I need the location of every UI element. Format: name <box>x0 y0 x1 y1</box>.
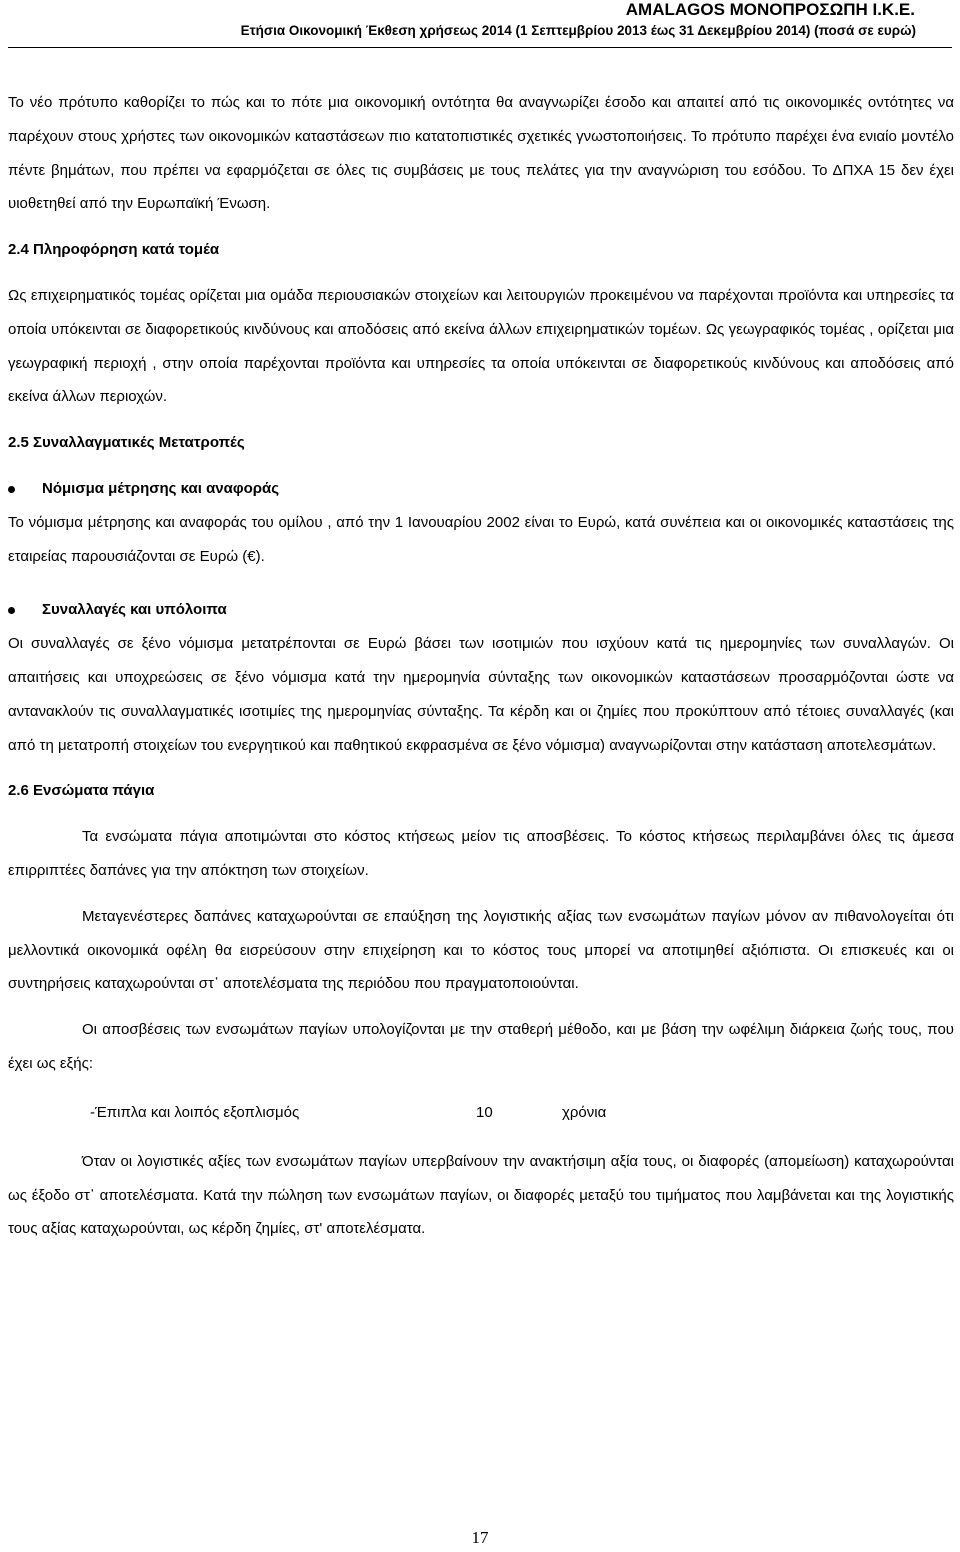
company-name: AMALAGOS ΜΟΝΟΠΡΟΣΩΠΗ Ι.Κ.Ε. <box>625 0 915 19</box>
fixed-assets-paragraph-4: Όταν οι λογιστικές αξίες των ενσωμάτων παγίων υπερβαίνουν την ανακτήσιμη αξία τους, οι διαφορές (απομείωση) καταχωρούνται ως έξοδο στ᾽ αποτελέσματα. Κατά την πώληση των ενσωμάτων παγίων, οι διαφορές μεταξύ του τιμήματος που λαμβάνεται και της λογιστικής τους αξίας καταχωρούνται, ως κέρδη ζημίες, στ' αποτελέσματα. <box>8 1152 954 1238</box>
bullet-icon <box>8 486 15 493</box>
depreciation-years: 10 <box>476 1103 493 1121</box>
fixed-assets-paragraph-1: Τα ενσώματα πάγια αποτιμώνται στο κόστος κτήσεως μείον τις αποσβέσεις. Το κόστος κτήσεως περιλαμβάνει όλες τις άμεσα επιρριπτέες δαπάνες για την απόκτηση των στοιχείων. <box>8 828 954 879</box>
segment-paragraph: Ως επιχειρηματικός τομέας ορίζεται μια ομάδα περιουσιακών στοιχείων και λειτουργιών προκειμένου να παρέχονται προϊόντα και υπηρεσίες τα οποία υπόκεινται σε διαφορετικούς κινδύνους και αποδόσεις από εκείνα άλλων επιχειρηματικών τομέων. Ως γεωγραφικός τομέας , ορίζεται μια γεωγραφική περιοχή , στην οποία παρέχονται προϊόντα και υπηρεσίες τα οποία υπόκεινται σε διαφορετικούς κινδύνους και αποδόσεις από εκείνα άλλων περιοχών. <box>8 286 954 406</box>
transactions-paragraph: Οι συναλλαγές σε ξένο νόμισμα μετατρέπονται σε Ευρώ βάσει των ισοτιμιών που ισχύουν κατά τις ημερομηνίες των συναλλαγών. Οι απαιτήσεις και υποχρεώσεις σε ξένο νόμισμα κατά την ημερομηνία σύνταξης των οικονομικών καταστάσεων προσαρμόζονται ώστε να αντανακλούν τις συναλλαγματικές ισοτιμίες της ημερομηνίας σύνταξης. Τα κέρδη και οι ζημίες που προκύπτουν από τέτοιες συναλλαγές (και από τη μετατροπή στοιχείων του ενεργητικού και παθητικού εκφρασμένα σε ξένο νόμισμα) αναγνωρίζονται στην κατάσταση αποτελεσμάτων. <box>8 635 954 754</box>
report-subtitle: Ετήσια Οικονομική Έκθεση χρήσεως 2014 (1 Σεπτεμβρίου 2013 έως 31 Δεκεμβρίου 2014) (ποσά σε ευρώ) <box>240 23 916 38</box>
currency-subheading <box>8 472 954 506</box>
transactions-subheading-text: Συναλλαγές και υπόλοιπα <box>42 601 227 619</box>
bullet-icon <box>8 607 15 614</box>
depreciation-row <box>8 1093 954 1133</box>
transactions-subheading <box>8 593 954 627</box>
depreciation-asset-label: -Έπιπλα και λοιπός εξοπλισμός <box>90 1103 300 1121</box>
depreciation-unit: χρόνια <box>562 1103 607 1121</box>
fixed-assets-paragraph-2: Μεταγενέστερες δαπάνες καταχωρούνται σε επαύξηση της λογιστικής αξίας των ενσωμάτων παγίων μόνον αν πιθανολογείται ότι μελλοντικά οικονομικά οφέλη θα εισρεύσουν στην επιχείρηση και το κόστος τους μπορεί να αποτιμηθεί αξιόπιστα. Οι επισκευές και οι συντηρήσεις καταχωρούνται στ᾽ αποτελέσματα της περιόδου που πραγματοποιούνται. <box>8 907 954 993</box>
intro-paragraph: Το νέο πρότυπο καθορίζει το πώς και το πότε μια οικονομική οντότητα θα αναγνωρίζει έσοδο και απαιτεί από τις οικονομικές οντότητες να παρέχουν στους χρήστες των οικονομικών καταστάσεων πιο κατατοπιστικές σχετικές γνωστοποιήσεις. Το πρότυπο παρέχει ένα ενιαίο μοντέλο πέντε βημάτων, που πρέπει να εφαρμόζεται σε όλες τις συμβάσεις με τους πελάτες για την αναγνώριση του εσόδου. Το ΔΠΧΑ 15 δεν έχει υιοθετηθεί από την Ευρωπαϊκή Ένωση. <box>8 94 954 213</box>
section-heading-2-5: 2.5 Συναλλαγματικές Μετατροπές <box>8 434 245 452</box>
page-body <box>8 86 954 1246</box>
section-heading-2-4: 2.4 Πληροφόρηση κατά τομέα <box>8 241 220 259</box>
currency-subheading-text: Νόμισμα μέτρησης και αναφοράς <box>42 479 280 497</box>
section-heading-2-6: 2.6 Ενσώματα πάγια <box>8 782 155 800</box>
header-rule <box>8 47 952 48</box>
fixed-assets-paragraph-3: Οι αποσβέσεις των ενσωμάτων παγίων υπολογίζονται με την σταθερή μέθοδο, και με βάση την ωφέλιμη διάρκεια ζωής τους, που έχει ως εξής: <box>8 1021 954 1072</box>
currency-paragraph: Το νόμισμα μέτρησης και αναφοράς του ομίλου , από την 1 Ιανουαρίου 2002 είναι το Ευρώ, κατά συνέπεια και οι οικονομικές καταστάσεις της εταιρείας παρουσιάζονται σε Ευρώ (€). <box>8 513 954 565</box>
page-number: 17 <box>471 1528 489 1547</box>
